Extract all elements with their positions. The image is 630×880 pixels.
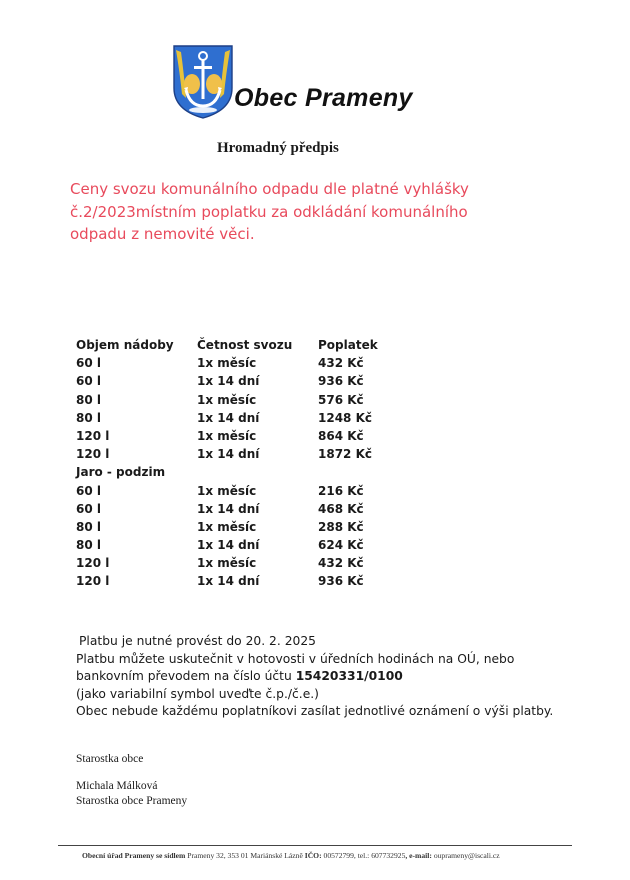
cell-frequency: 1x 14 dní bbox=[197, 538, 260, 553]
cell-fee: 1872 Kč bbox=[318, 447, 372, 462]
table-row bbox=[76, 374, 364, 392]
cell-fee: 288 Kč bbox=[318, 519, 364, 534]
cell-frequency: 1x měsíc bbox=[197, 428, 257, 443]
table-row bbox=[76, 538, 364, 556]
table-row bbox=[76, 519, 364, 538]
footer-divider bbox=[58, 845, 572, 846]
payment-methods: Platbu můžete uskutečnit v hotovosti v úředních hodinách na OÚ, nebo bbox=[76, 651, 515, 666]
cell-volume: 60 l bbox=[76, 374, 101, 389]
cell-frequency: 1x měsíc bbox=[197, 556, 257, 571]
signature-title: Starostka obce Prameny bbox=[76, 795, 188, 807]
table-row bbox=[76, 483, 364, 502]
cell-frequency: 1x 14 dní bbox=[197, 501, 260, 516]
column-header-volume: Objem nádoby bbox=[76, 338, 174, 352]
season-section-label bbox=[76, 465, 165, 483]
table-row bbox=[76, 574, 364, 592]
cell-volume: 60 l bbox=[76, 356, 101, 371]
cell-fee: 1248 Kč bbox=[318, 410, 372, 425]
cell-fee: 468 Kč bbox=[318, 501, 364, 516]
table-row bbox=[76, 392, 364, 411]
footer-ico: 00572799 bbox=[323, 851, 354, 860]
municipality-name: Obec Prameny bbox=[234, 84, 413, 112]
table-row bbox=[76, 501, 364, 520]
season-label-text: Jaro - podzim bbox=[76, 465, 166, 480]
cell-volume: 80 l bbox=[76, 538, 101, 553]
cell-volume: 60 l bbox=[76, 483, 101, 498]
cell-volume: 60 l bbox=[76, 501, 101, 516]
footer-ico-label: IČO: bbox=[304, 851, 324, 860]
footer-tel-label: , tel.: bbox=[353, 851, 372, 860]
cell-fee: 624 Kč bbox=[318, 538, 364, 553]
cell-fee: 936 Kč bbox=[318, 374, 364, 389]
no-notice-note: Obec nebude každému poplatníkovi zasílat jednotlivé oznámení o výši platby. bbox=[76, 704, 554, 719]
cell-frequency: 1x 14 dní bbox=[197, 447, 260, 462]
cell-fee: 432 Kč bbox=[318, 556, 364, 571]
cell-fee: 576 Kč bbox=[318, 392, 364, 407]
cell-volume: 120 l bbox=[76, 428, 110, 443]
cell-volume: 120 l bbox=[76, 447, 110, 462]
bank-transfer-text: bankovním převodem na číslo účtu bbox=[76, 669, 296, 684]
bank-transfer-line bbox=[76, 668, 553, 686]
column-header-fee: Poplatek bbox=[318, 338, 378, 352]
cell-frequency: 1x 14 dní bbox=[197, 410, 260, 425]
footer-email: ouprameny@iscali.cz bbox=[433, 851, 500, 860]
cell-volume: 120 l bbox=[76, 556, 110, 571]
table-header-row bbox=[76, 338, 378, 356]
payment-info bbox=[76, 633, 553, 721]
fee-table bbox=[76, 338, 378, 593]
payment-deadline: Platbu je nutné provést do 20. 2. 2025 bbox=[79, 634, 316, 648]
signature-name: Michala Málková bbox=[76, 780, 158, 792]
cell-volume: 120 l bbox=[76, 574, 110, 589]
table-row bbox=[76, 410, 372, 429]
footer-org: Obecní úřad Prameny se sídlem bbox=[82, 851, 188, 860]
cell-volume: 80 l bbox=[76, 519, 101, 534]
footer-address: Prameny 32, 353 01 Mariánské Lázně bbox=[187, 851, 305, 860]
headline bbox=[70, 178, 540, 246]
cell-volume: 80 l bbox=[76, 410, 101, 425]
variable-symbol-note: (jako variabilní symbol uveďte č.p./č.e.) bbox=[76, 686, 319, 701]
document-title: Hromadný předpis bbox=[217, 140, 339, 156]
column-header-frequency: Četnost svozu bbox=[197, 338, 293, 352]
cell-frequency: 1x 14 dní bbox=[197, 574, 260, 589]
footer-email-label: , e-mail: bbox=[405, 851, 434, 860]
cell-frequency: 1x měsíc bbox=[197, 356, 257, 371]
footer bbox=[82, 851, 500, 860]
headline-line: odpadu z nemovité věci. bbox=[70, 225, 255, 243]
cell-frequency: 1x měsíc bbox=[197, 519, 257, 534]
cell-fee: 936 Kč bbox=[318, 574, 364, 589]
cell-fee: 216 Kč bbox=[318, 483, 364, 498]
cell-frequency: 1x měsíc bbox=[197, 483, 257, 498]
table-row bbox=[76, 556, 364, 574]
signature-role: Starostka obce bbox=[76, 753, 144, 765]
headline-line: č.2/2023místním poplatku za odkládání komunálního bbox=[70, 202, 468, 221]
table-row bbox=[76, 447, 372, 465]
cell-fee: 432 Kč bbox=[318, 356, 364, 371]
table-row bbox=[76, 356, 364, 374]
account-number: 15420331/0100 bbox=[295, 669, 403, 684]
coat-of-arms-logo bbox=[172, 44, 234, 120]
cell-volume: 80 l bbox=[76, 392, 101, 407]
table-row bbox=[76, 428, 364, 447]
footer-tel: 607732925 bbox=[371, 851, 406, 860]
cell-frequency: 1x 14 dní bbox=[197, 374, 260, 389]
headline-line: Ceny svozu komunálního odpadu dle platné vyhlášky bbox=[70, 180, 469, 198]
cell-frequency: 1x měsíc bbox=[197, 392, 257, 407]
cell-fee: 864 Kč bbox=[318, 428, 364, 443]
